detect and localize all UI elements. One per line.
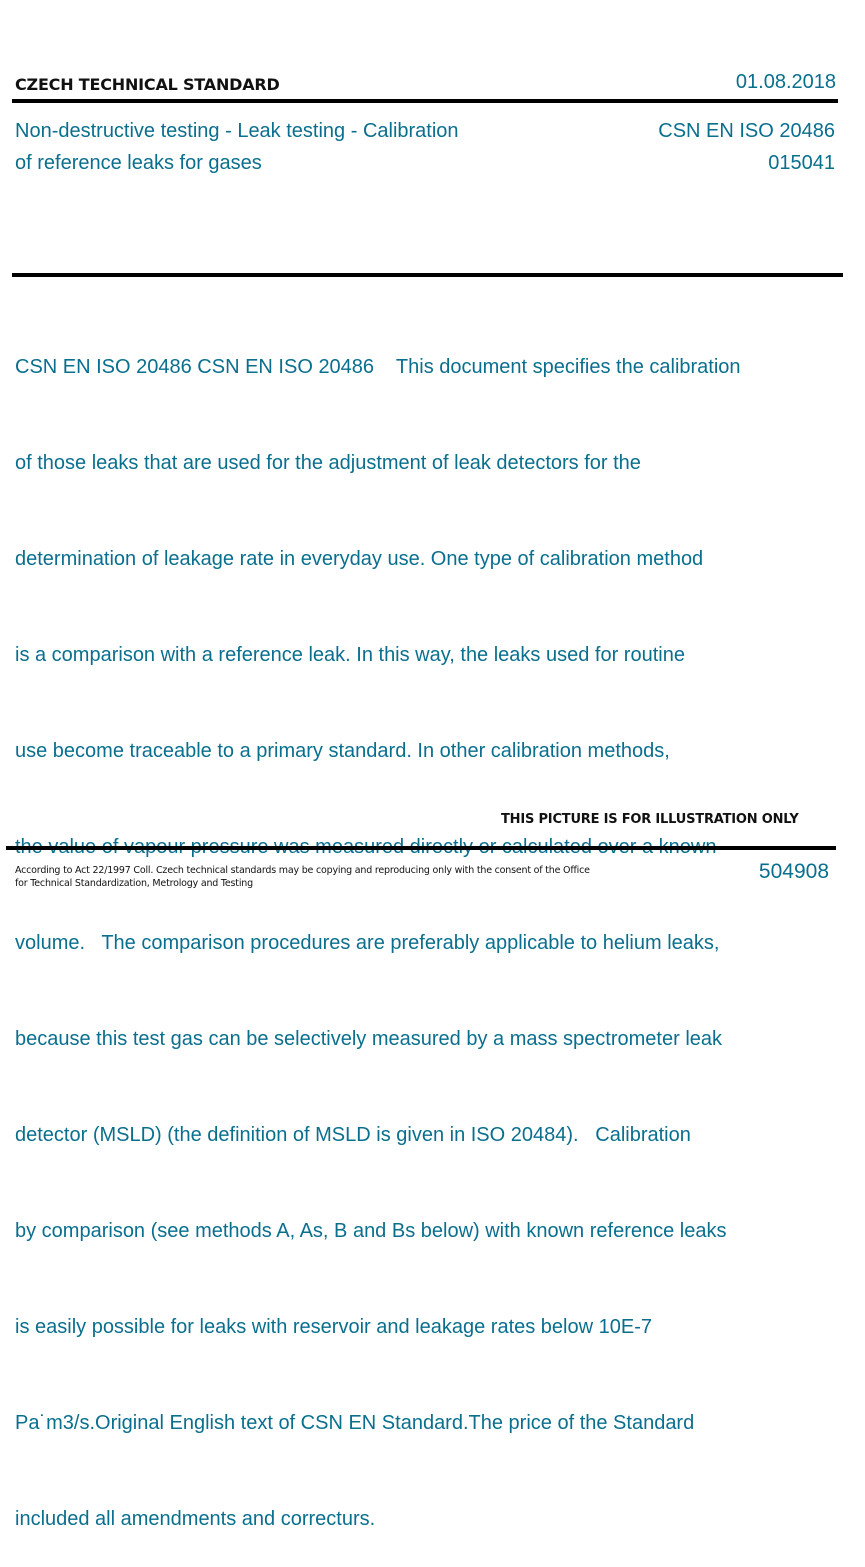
abstract-line: because this test gas can be selectively measured by a mass spectrometer leak [15, 1028, 723, 1050]
illustration-disclaimer: THIS PICTURE IS FOR ILLUSTRATION ONLY [501, 812, 799, 827]
bottom-divider [6, 846, 836, 850]
abstract-line: by comparison (see methods A, As, B and Bs below) with known reference leaks [15, 1220, 727, 1242]
abstract-line: detector (MSLD) (the definition of MSLD is given in ISO 20484). Calibration [15, 1124, 691, 1146]
abstract-line: volume. The comparison procedures are preferably applicable to helium leaks, [15, 932, 720, 954]
abstract-line: is easily possible for leaks with reservoir and leakage rates below 10E-7 [15, 1316, 652, 1338]
document-type-label: CZECH TECHNICAL STANDARD [15, 75, 280, 94]
middle-divider [12, 273, 843, 277]
standard-abstract [15, 287, 810, 1567]
legal-notice [15, 864, 615, 890]
abstract-line: use become traceable to a primary standard. In other calibration methods, [15, 740, 670, 762]
standard-title [15, 115, 535, 179]
abstract-line: of those leaks that are used for the adjustment of leak detectors for the [15, 452, 641, 474]
title-line: of reference leaks for gases [15, 152, 262, 174]
standard-identifiers [658, 115, 835, 179]
abstract-line: Pa˙m3/s.Original English text of CSN EN Standard.The price of the Standard [15, 1412, 695, 1434]
product-code: 504908 [758, 860, 829, 883]
abstract-line: included all amendments and correcturs. [15, 1508, 376, 1530]
legal-line: According to Act 22/1997 Coll. Czech technical standards may be copying and reproducing only with the consent of the Office [15, 865, 590, 876]
abstract-line: determination of leakage rate in everyday use. One type of calibration method [15, 548, 704, 570]
top-divider [12, 99, 838, 103]
publication-date: 01.08.2018 [735, 71, 836, 93]
standard-number: CSN EN ISO 20486 [658, 120, 835, 142]
catalog-number: 015041 [768, 152, 835, 174]
abstract-line: CSN EN ISO 20486 CSN EN ISO 20486 This document specifies the calibration [15, 356, 741, 378]
abstract-line: is a comparison with a reference leak. In this way, the leaks used for routine [15, 644, 685, 666]
legal-line: for Technical Standardization, Metrology and Testing [15, 878, 253, 889]
title-line: Non-destructive testing - Leak testing - Calibration [15, 120, 459, 142]
